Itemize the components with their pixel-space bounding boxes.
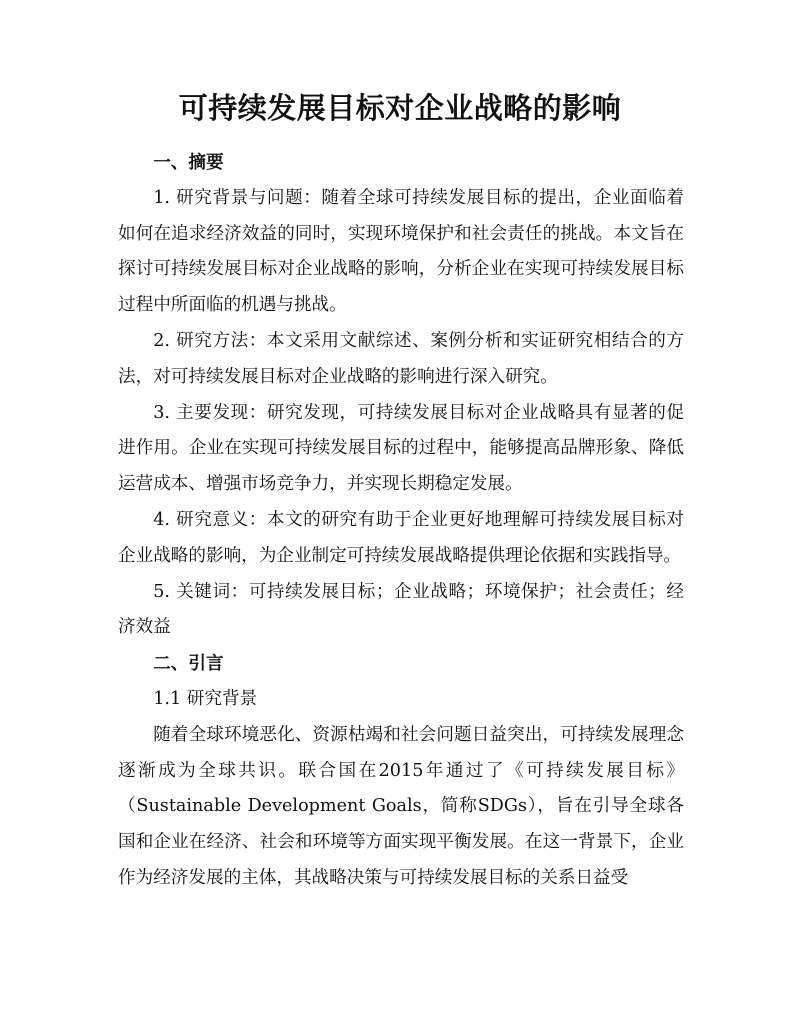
document-body bbox=[118, 145, 684, 897]
abstract-paragraph-method: 2. 研究方法：本文采用文献综述、案例分析和实证研究相结合的方法，对可持续发展目标对企业战略的影响进行深入研究。 bbox=[118, 330, 684, 387]
abstract-paragraph-background: 1. 研究背景与问题：随着全球可持续发展目标的提出，企业面临着如何在追求经济效益的同时，实现环境保护和社会责任的挑战。本文旨在探讨可持续发展目标对企业战略的影响，分析企业在实现可持续发展目标过程中所面临的机遇与挑战。 bbox=[118, 187, 684, 316]
intro-paragraph-background: 随着全球环境恶化、资源枯竭和社会问题日益突出，可持续发展理念逐渐成为全球共识。联合国在2015年通过了《可持续发展目标》（Sustainable Development Goals，简称SDGs），旨在引导全球各国和企业在经济、社会和环境等方面实现平衡发展。在这一背景下，企业作为经济发展的主体，其战略决策与可持续发展目标的关系日益受 bbox=[118, 724, 684, 888]
document-title: 可持续发展目标对企业战略的影响 bbox=[178, 91, 622, 125]
subsection-heading-background: 1.1 研究背景 bbox=[153, 688, 258, 709]
abstract-paragraph-findings: 3. 主要发现：研究发现，可持续发展目标对企业战略具有显著的促进作用。企业在实现可持续发展目标的过程中，能够提高品牌形象、降低运营成本、增强市场竞争力，并实现长期稳定发展。 bbox=[118, 402, 684, 495]
section-heading-intro: 二、引言 bbox=[153, 653, 224, 675]
abstract-paragraph-keywords: 5. 关键词：可持续发展目标；企业战略；环境保护；社会责任；经济效益 bbox=[118, 581, 684, 638]
abstract-paragraph-significance: 4. 研究意义：本文的研究有助于企业更好地理解可持续发展目标对企业战略的影响，为企业制定可持续发展战略提供理论依据和实践指导。 bbox=[118, 509, 684, 566]
section-heading-abstract: 一、摘要 bbox=[153, 152, 224, 173]
